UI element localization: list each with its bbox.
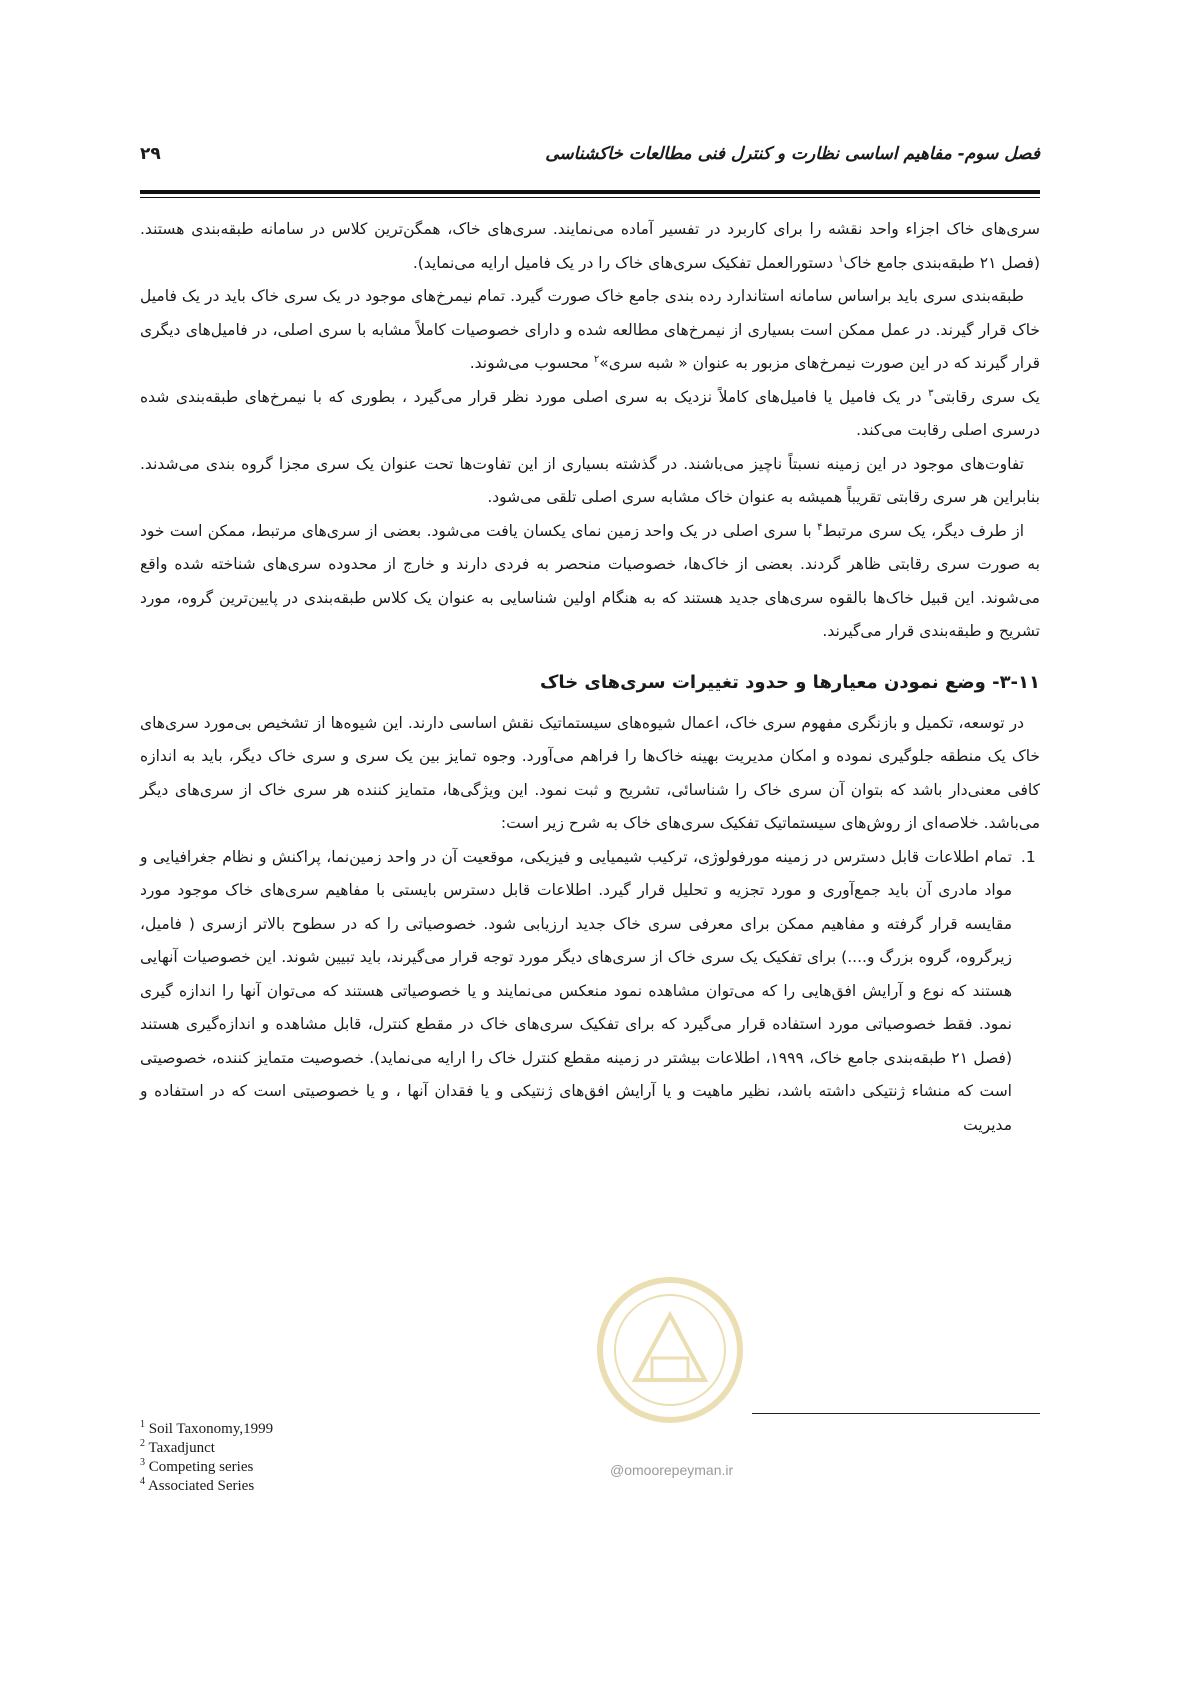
paragraph: از طرف دیگر، یک سری مرتبط$^۴$ با سری اصلی در یک واحد زمین نمای یکسان یافت می‌شود. بعضی از سری‌های مرتبط، ممکن است خود به صورت سری رقابتی ظاهر گردند. بعضی از خاک‌ها، خصوصیات منحصر به فردی دارند و خارج از محدوده سری‌های شناخته شده واقع می‌شوند. این قبیل خاک‌ها بالقوه سری‌های جدید هستند که به هنگام اولین شناسایی به عنوان یک کلاس طبقه‌بندی در پایین‌ترین گروه، مورد تشریح و طبقه‌بندی قرار می‌گیرند.: [140, 521, 1040, 640]
footnote-ref: ۲: [593, 353, 600, 365]
list-item: 1. تمام اطلاعات قابل دسترس در زمینه مورفولوژی، ترکیب شیمیایی و فیزیکی، موقعیت آن در واحد زمین‌نما، پراکنش و نظام جغرافیایی و مواد مادری آن باید جمع‌آوری و مورد تجزیه و تحلیل قرار گیرد. اطلاعات قابل دسترس بایستی با مفاهیم سری‌های خاک موجود مورد مقایسه قرار گرفته و مفاهیم ممکن برای معرفی سری خاک جدید ارزیابی شود. خصوصیاتی را که در سطوح بالاتر ازسری ( فامیل، زیرگروه، گروه بزرگ و....) برای تفکیک یک سری خاک از سری‌های دیگر مورد توجه قرار می‌گیرند، باید تبیین شوند. این خصوصیات آنهایی هستند که نوع و آرایش افق‌هایی را که می‌توان مشاهده نمود منعکس می‌نمایند و یا خصوصیاتی هستند که می‌توان آنها را اندازه گیری نمود. فقط خصوصیاتی مورد استفاده قرار می‌گیرد که برای تفکیک سری‌های خاک در مقطع کنترل، قابل مشاهده و اندازه‌گیری هستند (فصل ۲۱ طبقه‌بندی جامع خاک، ۱۹۹۹، اطلاعات بیشتر در زمینه مقطع کنترل خاک را ارایه می‌نماید). خصوصیت متمایز کننده، خصوصیتی است که منشاء ژنتیکی داشته باشد، نظیر ماهیت و یا آرایش افق‌های ژنتیکی و یا فقدان آنها ، و یا خصوصیتی است که در استفاده و مدیریت: [140, 841, 1016, 1143]
section-heading: ۳-۱۱- وضع نمودن معیارها و حدود تغییرات سری‌های خاک: [540, 671, 1040, 693]
footnote-rule: [752, 1413, 1040, 1414]
paragraph: طبقه‌بندی سری باید براساس سامانه استاندارد رده بندی جامع خاک صورت گیرد. تمام نیمرخ‌های موجود در یک سری خاک باید در یک فامیل خاک قرار گیرند. در عمل ممکن است بسیاری از نیمرخ‌های مطالعه شده و دارای خصوصیات کاملاً مشابه با سری اصلی، در فامیل‌های دیگری قرار گیرند که در این صورت نیمرخ‌های مزبور به عنوان « شبه سری»$^۲$ محسوب می‌شوند.: [140, 287, 1040, 372]
footnote-ref: ۱: [838, 253, 844, 265]
page-number: ۲۹: [140, 144, 161, 164]
page-header: [140, 136, 1040, 176]
footnote: $^1$ Soil Taxonomy,1999: [140, 1419, 274, 1437]
watermark-seal-icon: [590, 1270, 750, 1430]
paragraph: تفاوت‌های موجود در این زمینه نسبتاً ناچیز می‌باشند. در گذشته بسیاری از این تفاوت‌ها تحت عنوان یک سری مجزا گروه بندی می‌شدند. بنابراین هر سری رقابتی تقریباً همیشه به عنوان خاک مشابه سری اصلی تلقی می‌شود.: [140, 454, 1040, 506]
watermark-text: @omoorepeyman.ir: [610, 1462, 734, 1478]
header-rule-thick: [140, 190, 1040, 194]
body-text: [140, 213, 1040, 1142]
paragraph: یک سری رقابتی$^۳$ در یک فامیل یا فامیل‌های کاملاً نزدیک به سری اصلی مورد نظر قرار می‌گیرد ، بطوری که با نیمرخ‌های طبقه‌بندی شده درسری اصلی رقابت می‌کند.: [140, 387, 1040, 439]
footnote: $^2$ Taxadjunct: [140, 1438, 215, 1456]
footnote-ref: ۳: [928, 387, 934, 399]
chapter-title: فصل سوم- مفاهیم اساسی نظارت و کنترل فنی مطالعات خاکشناسی: [545, 144, 1040, 164]
section-paragraph: در توسعه، تکمیل و بازنگری مفهوم سری خاک، اعمال شیوه‌های سیستماتیک نقش اساسی دارند. این شیوه‌ها از تشخیص بی‌مورد سری‌های خاک یک منطقه جلوگیری نموده و امکان مدیریت بهینه خاک‌ها را فراهم می‌آورد. وجوه تمایز بین یک سری و سری خاک دیگر، باید به اندازه کافی معنی‌دار باشد که بتوان آن سری خاک را شناسائی، تشریح و ثبت نمود. این ویژگی‌ها، متمایز کننده هر سری خاک از سری‌های دیگر می‌باشد. خلاصه‌ای از روش‌های سیستماتیک تفکیک سری‌های خاک به شرح زیر است:: [140, 713, 1040, 832]
header-rule-thin: [140, 197, 1040, 198]
footnotes: [140, 1420, 440, 1496]
document-page: [140, 0, 1040, 1684]
paragraph: سری‌های خاک اجزاء واحد نقشه را برای کاربرد در تفسیر آماده می‌نمایند. سری‌های خاک، همگن‌ترین کلاس در سامانه طبقه‌بندی هستند. (فصل ۲۱ طبقه‌بندی جامع خاک$^۱$ دستورالعمل تفکیک سری‌های خاک را در یک فامیل ارایه می‌نماید).: [140, 220, 1040, 272]
criteria-list: [140, 841, 1040, 1143]
footnote-ref: ۴: [817, 521, 823, 533]
footnote: $^4$ Associated Series: [140, 1476, 255, 1494]
footnote: $^3$ Competing series: [140, 1457, 254, 1475]
